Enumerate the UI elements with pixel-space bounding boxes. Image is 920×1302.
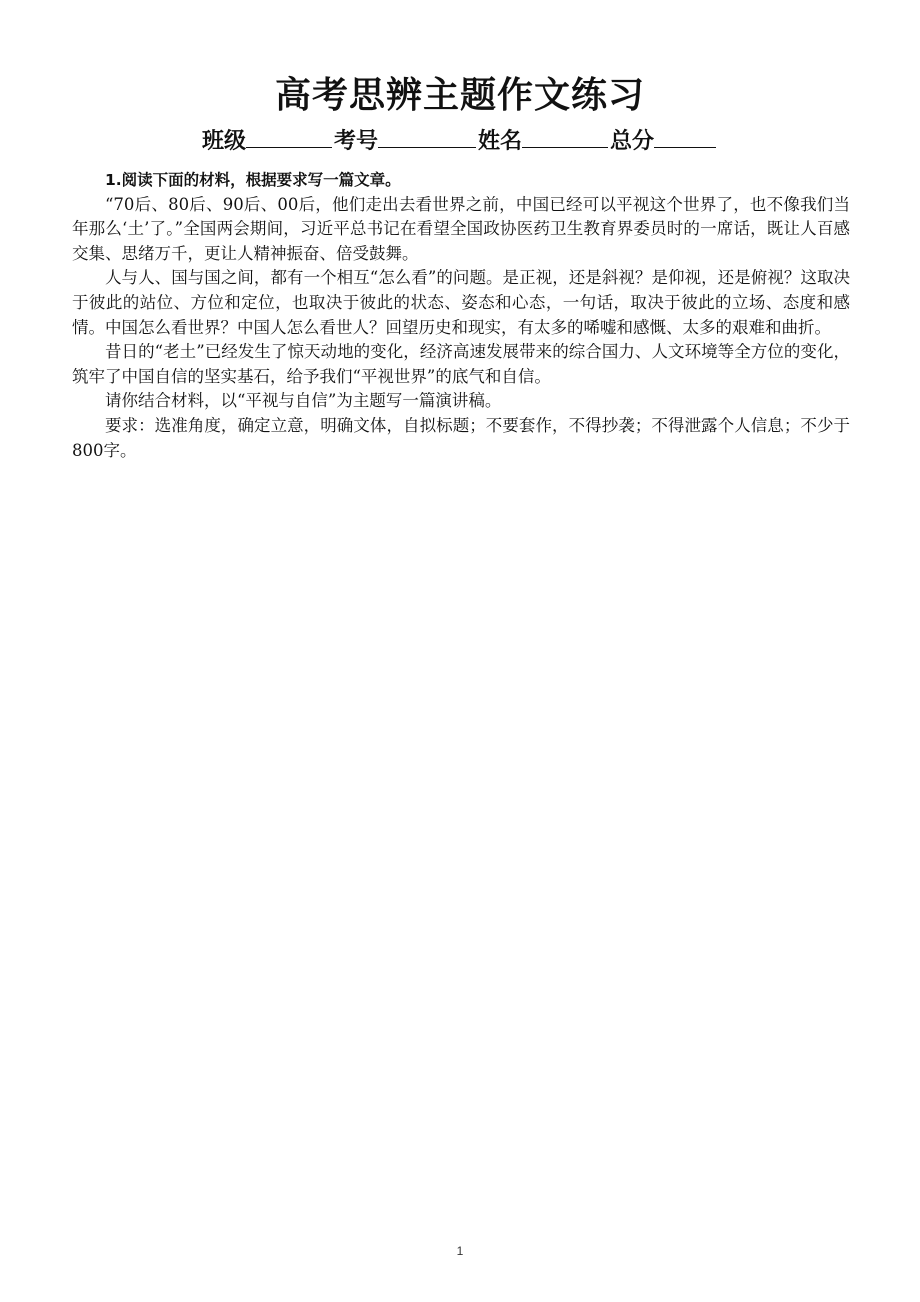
task-instruction: 请你结合材料，以“平视与自信”为主题写一篇演讲稿。: [105, 391, 502, 411]
class-label: 班级: [201, 129, 246, 154]
name-field: [478, 124, 610, 160]
name-label: 姓名: [478, 129, 523, 154]
exam-number-field: [334, 124, 478, 160]
class-field: [202, 124, 334, 160]
score-label: 总分: [610, 129, 655, 154]
class-blank[interactable]: [246, 125, 332, 148]
question-heading: 1.阅读下面的材料，根据要求写一篇文章。: [105, 171, 401, 189]
exam-number-blank[interactable]: [378, 125, 476, 148]
material-paragraph-2: 人与人、国与国之间，都有一个相互“怎么看”的问题。是正视，还是斜视？是仰视，还是俯视？这取决于彼此的站位、方位和定位，也取决于彼此的状态、姿态和心态，一句话，取决于彼此的立场、态度和感情。中国怎么看世界？中国人怎么看世人？回望历史和现实，有太多的唏嘘和感慨、太多的艰难和曲折。: [72, 268, 850, 337]
requirements: 要求：选准角度，确定立意，明确文体，自拟标题；不要套作，不得抄袭；不得泄露个人信息；不少于800字。: [72, 415, 850, 460]
question-content: [72, 168, 850, 463]
student-info-line: [0, 124, 920, 160]
name-blank[interactable]: [522, 125, 608, 148]
material-paragraph-1: “70后、80后、90后、00后，他们走出去看世界之前，中国已经可以平视这个世界了，也不像我们当年那么‘土’了。”全国两会期间，习近平总书记在看望全国政协医药卫生教育界委员时的一席话，既让人百感交集、思绪万千，更让人精神振奋、倍受鼓舞。: [72, 194, 850, 263]
page-number: 1: [456, 1244, 464, 1258]
exam-number-label: 考号: [333, 129, 378, 154]
score-field: [610, 124, 718, 160]
page-title: 高考思辨主题作文练习: [274, 75, 645, 116]
material-paragraph-3: 昔日的“老土”已经发生了惊天动地的变化，经济高速发展带来的综合国力、人文环境等全方位的变化，筑牢了中国自信的坚实基石，给予我们“平视世界”的底气和自信。: [72, 342, 850, 386]
score-blank[interactable]: [654, 125, 716, 148]
